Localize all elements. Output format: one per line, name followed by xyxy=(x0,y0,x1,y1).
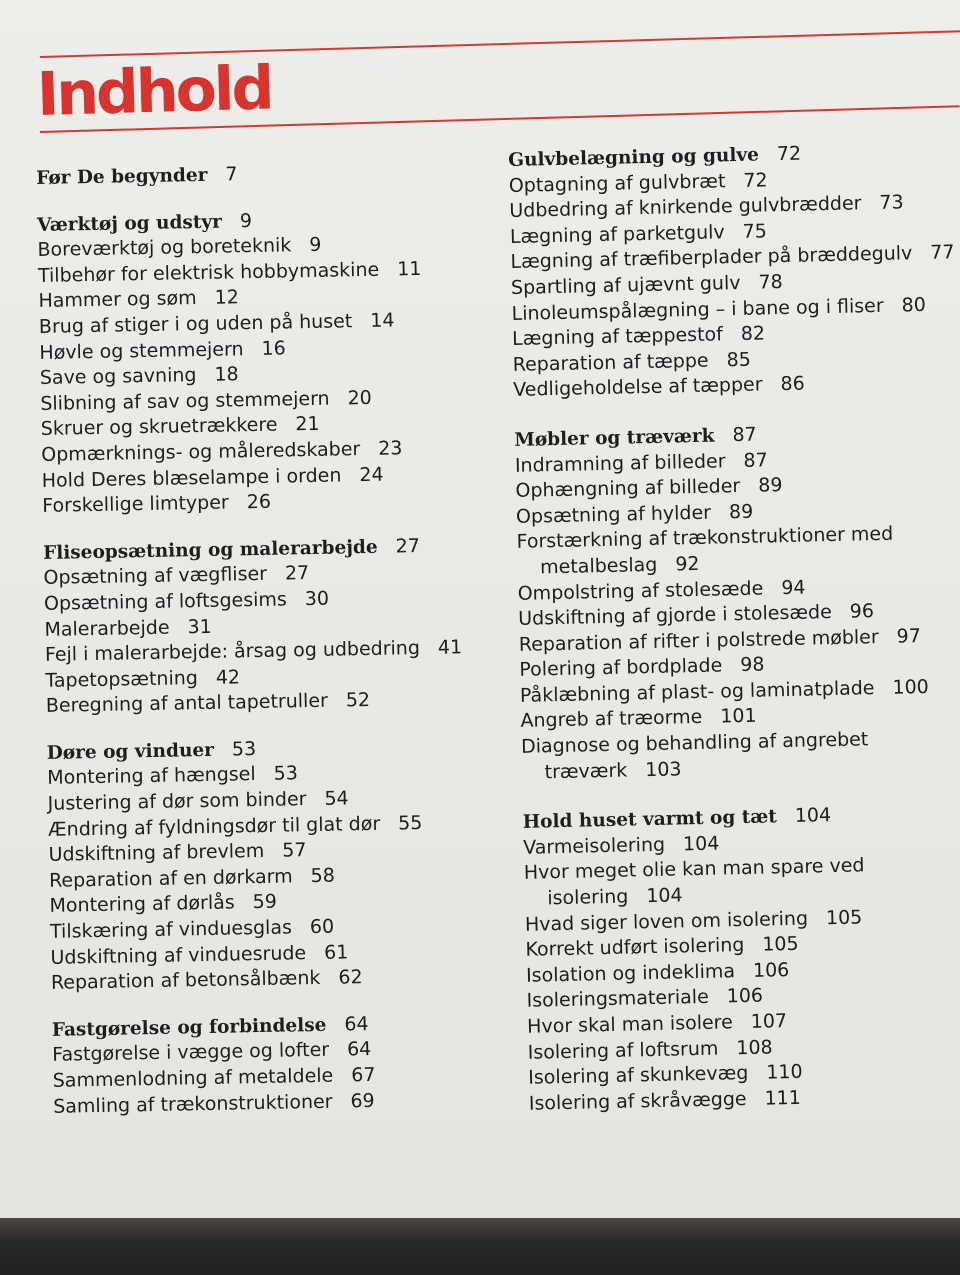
toc-entry-page: 105 xyxy=(762,933,799,956)
toc-entry-title: Fastgørelse i vægge og lofter xyxy=(52,1039,330,1067)
toc-entry-title: Isolering af skunkevæg xyxy=(528,1062,749,1089)
toc-entry-page: 98 xyxy=(740,653,765,677)
toc-entry-title: Hammer og søm xyxy=(38,287,197,313)
toc-entry-title: Hold Deres blæselampe i orden xyxy=(41,463,342,492)
toc-entry-title: Hvad siger loven om isolering xyxy=(524,907,809,936)
toc-entry-page: 26 xyxy=(246,490,272,514)
toc-entry-title: Slibning af sav og stemmejern xyxy=(40,387,330,415)
toc-entry-title: Hvor skal man isolere xyxy=(526,1011,733,1038)
toc-entry-page: 77 xyxy=(930,241,955,265)
toc-entry-page: 59 xyxy=(252,891,278,914)
toc-entry-page: 16 xyxy=(261,337,286,360)
page-edge-shadow xyxy=(0,1218,960,1275)
toc-entry-page: 103 xyxy=(644,758,682,781)
toc-entry-title: Optagning af gulvbræt xyxy=(508,169,726,197)
toc-entry-title: Montering af dørlås xyxy=(49,891,235,918)
toc-entry-title: Lægning af parketgulv xyxy=(509,221,725,248)
toc-entry-title-cont: metalbeslag xyxy=(539,553,658,579)
toc-entry-title: Ompolstring af stolesæde xyxy=(517,577,764,605)
toc-entry-title: Udskiftning af brevlem xyxy=(48,840,265,867)
toc-entry-page: 85 xyxy=(726,348,752,372)
toc-entry-title: Angreb af træorme xyxy=(520,706,703,733)
toc-entry-page: 75 xyxy=(742,220,768,243)
toc-entry-page: 104 xyxy=(646,884,683,908)
toc-entry-title: Påklæbning af plast- og laminatplade xyxy=(519,677,875,707)
toc-entry-page: 72 xyxy=(743,168,768,192)
toc-entry-page: 42 xyxy=(215,666,241,689)
toc-entry-title: Isolering af skråvægge xyxy=(528,1087,747,1115)
toc-entry-page: 52 xyxy=(345,689,371,712)
toc-entry-title: Tapetopsætning xyxy=(45,666,199,692)
page-title: Indhold xyxy=(36,53,273,130)
toc-entry-title: Malerarbejde xyxy=(44,616,170,641)
toc-entry-page: 24 xyxy=(359,463,384,486)
toc-entry-title: Skruer og skruetrækkere xyxy=(40,413,278,441)
toc-entry-title: Korrekt udført isolering xyxy=(525,934,745,962)
toc-entry-title: Save og savning xyxy=(39,364,197,390)
toc-entry-page: 9 xyxy=(309,233,322,257)
toc-entry-page: 20 xyxy=(347,386,372,410)
toc-entry-title: Isolation og indeklima xyxy=(525,960,736,987)
toc-entry-page: 86 xyxy=(780,372,805,396)
toc-entry-title: Vedligeholdelse af tæpper xyxy=(513,373,763,402)
toc-entry-page: 106 xyxy=(726,985,764,1008)
toc-section xyxy=(43,533,463,720)
toc-entry-page: 111 xyxy=(764,1086,802,1110)
toc-heading: Før De begynder xyxy=(36,164,208,189)
toc-heading: Fliseopsætning og malerarbejde xyxy=(42,536,378,564)
toc-entry-page: 73 xyxy=(879,191,904,215)
toc-heading-page: 27 xyxy=(395,534,421,558)
toc-section xyxy=(514,418,960,786)
toc-heading: Møbler og træværk xyxy=(514,425,715,451)
toc-entry-page: 41 xyxy=(437,636,463,659)
toc-entry-title-cont: isolering xyxy=(547,885,629,910)
toc-entry-title: Justering af dør som binder xyxy=(47,788,307,815)
toc-entry-title: Ændring af fyldningsdør til glat dør xyxy=(47,812,381,841)
toc-entry-page: 64 xyxy=(346,1038,372,1061)
toc-heading-page: 72 xyxy=(776,142,802,166)
toc-entry-title: Isoleringsmateriale xyxy=(526,986,710,1013)
top-red-rule xyxy=(40,30,960,58)
toc-entry-page: 100 xyxy=(892,675,929,699)
toc-section xyxy=(47,733,469,997)
toc-entry-page: 54 xyxy=(324,787,349,810)
toc-entry-title: Reparation af en dørkarm xyxy=(48,865,293,892)
toc-entry-page: 18 xyxy=(214,363,239,386)
toc-heading-page: 104 xyxy=(794,804,832,828)
toc-entry-page: 92 xyxy=(675,552,700,576)
toc-entry-page: 107 xyxy=(750,1010,788,1033)
toc-right-column xyxy=(508,138,960,1117)
toc-entry-page: 110 xyxy=(766,1060,803,1084)
toc-entry-page: 78 xyxy=(758,271,783,294)
toc-entry-title: Reparation af tæppe xyxy=(512,349,709,376)
toc-heading-page: 87 xyxy=(732,423,757,447)
toc-entry-page: 101 xyxy=(720,705,757,728)
toc-section xyxy=(37,205,460,520)
toc-heading: Døre og vinduer xyxy=(46,739,215,764)
toc-entry-page: 97 xyxy=(896,624,922,648)
toc-entry-page: 80 xyxy=(901,293,927,317)
toc-entry-title: Fejl i malerarbejde: årsag og udbedring xyxy=(44,637,421,667)
toc-heading-page: 7 xyxy=(225,163,238,186)
toc-entry-page: 62 xyxy=(338,966,363,989)
toc-entry-page: 89 xyxy=(728,500,754,523)
toc-entry-page: 53 xyxy=(273,762,299,786)
toc-entry-title: Polering af bordplade xyxy=(519,654,723,682)
toc-entry-page: 61 xyxy=(323,941,349,964)
toc-entry-title: Opmærknings- og måleredskaber xyxy=(41,438,361,466)
toc-entry-title: Opsætning af loftsgesims xyxy=(43,588,287,615)
toc-entry-page: 23 xyxy=(378,437,403,460)
toc-entry-page: 55 xyxy=(397,811,423,835)
toc-entry-title: Forstærkning af trækonstruktioner med xyxy=(516,523,894,554)
toc-entry-page: 106 xyxy=(752,958,790,982)
toc-entry-title: Udskiftning af gjorde i stolesæde xyxy=(518,601,833,630)
toc-entry-page: 11 xyxy=(396,257,422,281)
toc-entry-title: Lægning af tæppestof xyxy=(511,323,724,351)
toc-entry-page: 12 xyxy=(214,286,240,310)
toc-heading-page: 9 xyxy=(239,209,253,232)
toc-entry-title-cont: træværk xyxy=(544,759,628,784)
toc-entry-title: Tilbehør for elektrisk hobbymaskine xyxy=(37,258,380,287)
toc-entry-page: 14 xyxy=(370,309,395,332)
toc-entry-title: Lægning af træfiberplader på bræddegulv xyxy=(510,242,913,274)
toc-entry-title: Forskellige limtyper xyxy=(42,491,229,518)
toc-entry-page: 89 xyxy=(758,474,783,497)
toc-section xyxy=(52,1010,471,1120)
toc-entry-title: Montering af hængsel xyxy=(47,763,256,790)
toc-entry-title: Samling af trækonstruktioner xyxy=(53,1090,333,1118)
toc-entry-title: Høvle og stemmejern xyxy=(39,337,244,364)
toc-heading: Gulvbelægning og gulve xyxy=(508,144,760,171)
toc-entry-title: Sammenlodning af metaldele xyxy=(52,1064,334,1092)
toc-entry-title: Udbedring af knirkende gulvbrædder xyxy=(509,192,862,223)
toc-entry-title: Reparation af betonsålbænk xyxy=(50,967,321,995)
toc-heading: Hold huset varmt og tæt xyxy=(522,806,778,834)
toc-entry-page: 82 xyxy=(740,322,766,346)
toc-entry-page: 104 xyxy=(682,832,720,856)
toc-entry-title: Isolering af loftsrum xyxy=(527,1037,719,1064)
toc-section xyxy=(508,138,958,404)
toc-entry-page: 60 xyxy=(309,915,335,939)
toc-entry-page: 30 xyxy=(304,587,330,611)
toc-entry-page: 58 xyxy=(310,864,336,887)
toc-entry-title: Opsætning af hylder xyxy=(515,501,712,528)
toc-section xyxy=(522,800,960,1117)
toc-entry-page: 105 xyxy=(825,906,863,929)
toc-entry-page: 96 xyxy=(849,600,875,623)
toc-entry-page: 108 xyxy=(736,1036,773,1059)
toc-left-column xyxy=(36,158,471,1120)
toc-heading: Fastgørelse og forbindelse xyxy=(51,1014,327,1041)
toc-heading-page: 64 xyxy=(344,1012,369,1036)
toc-entry-title: Beregning af antal tapetruller xyxy=(45,690,329,718)
toc-heading: Værktøj og udstyr xyxy=(36,211,223,236)
toc-entry-title: Spartling af ujævnt gulv xyxy=(510,271,741,299)
toc-heading-page: 53 xyxy=(231,737,257,761)
toc-entry-title: Brug af stiger i og uden på huset xyxy=(38,310,353,338)
toc-entry-title: Diagnose og behandling af angrebet xyxy=(520,728,869,758)
toc-entry-title: Reparation af rifter i polstrede møbler xyxy=(518,625,879,656)
toc-entry-title: Varmeisolering xyxy=(523,833,666,859)
toc-entry-page: 27 xyxy=(284,562,310,585)
toc-entry-title: Tilskæring af vinduesglas xyxy=(49,916,293,943)
toc-entry-page: 67 xyxy=(351,1063,376,1087)
toc-entry-title: Hvor meget olie kan man spare ved xyxy=(523,854,865,885)
toc-entry-title: Boreværktøj og boreteknik xyxy=(37,234,292,262)
toc-entry-page: 87 xyxy=(743,448,768,472)
toc-entry-page: 21 xyxy=(295,413,320,436)
toc-entry-title: Indramning af billeder xyxy=(514,449,726,477)
toc-entry-page: 31 xyxy=(187,615,212,638)
toc-entry-title: Linoleumspålægning – i bane og i fliser xyxy=(511,294,884,325)
toc-entry-page: 57 xyxy=(282,839,307,862)
toc-entry-title: Ophængning af billeder xyxy=(515,475,741,503)
toc-entry-page: 69 xyxy=(350,1089,375,1112)
toc-entry-page: 94 xyxy=(781,576,806,599)
toc-entry-title: Opsætning af vægfliser xyxy=(43,563,268,590)
toc-entry-title: Udskiftning af vinduesrude xyxy=(50,941,307,969)
